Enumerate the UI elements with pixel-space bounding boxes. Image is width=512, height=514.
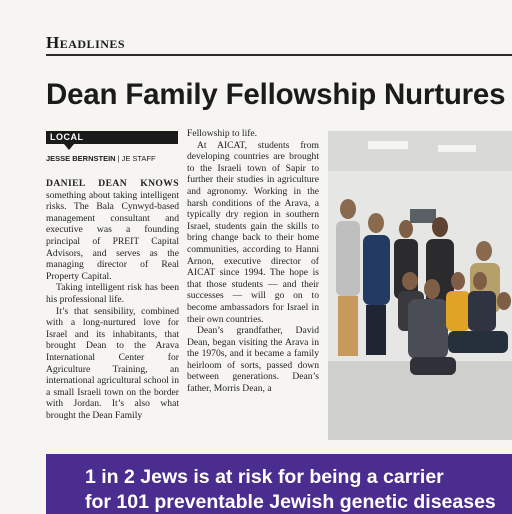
article-paragraph: Dean’s grandfather, David Dean, began visiting the Arava in the 1970s, and it became a family heirloom of sorts, passed down between generations. Dean’s father, Morris Dean, a (187, 325, 319, 395)
category-tag-pointer (64, 144, 74, 150)
article-paragraph: Taking intelligent risk has been his professional life. (46, 282, 179, 305)
banner-line-1: 1 in 2 Jews is at risk for being a carrier (85, 466, 444, 488)
article-paragraph: It’s that sensibility, combined with a long-nurtured love for Israel and its inhabitants, that brought Dean to the Arava International Center for Agriculture Training, an international agricultural school in a small Israeli town on the border with Jordan. It’s also what brought the Dean Family (46, 305, 179, 421)
group-photo-illustration (328, 131, 512, 440)
byline (46, 154, 186, 163)
section-divider (46, 54, 512, 56)
article-column-2 (187, 128, 319, 395)
lead-text: something about taking intelligent risks. The Bala Cynwyd-based management consultant and executive was a founding principal of PREIT Capital Advisors, and serves as the managing director of Real Property Capital. (46, 189, 179, 282)
byline-separator: | (117, 154, 120, 163)
byline-author: JESSE BERNSTEIN (46, 154, 116, 163)
article-paragraph (46, 178, 179, 282)
article-paragraph: At AICAT, students from developing countries are brought to the Israeli town of Sapir to further their studies in agriculture and agronomy. Working in the harsh conditions of the Arava, a typically dry region in southern Israel, students gain the skills to bring change back to their home communities, according to Hanni Arnon, executive director of AICAT since 1994. The hope is that those students — and their successes — will go on to become ambassadors for Israel in their own countries. (187, 139, 319, 325)
section-heading: Headlines (46, 33, 126, 52)
article-paragraph: Fellowship to life. (187, 128, 258, 139)
byline-org: JE STAFF (121, 154, 156, 163)
group-photo (328, 131, 512, 440)
category-tag: LOCAL (46, 131, 178, 144)
article-column-1 (46, 178, 179, 421)
article-headline: Dean Family Fellowship Nurtures (46, 78, 506, 111)
banner-line-2: for 101 preventable Jewish genetic diseases (85, 491, 496, 513)
lead-caps: DANIEL DEAN KNOWS (46, 178, 179, 189)
promo-banner (46, 454, 512, 514)
